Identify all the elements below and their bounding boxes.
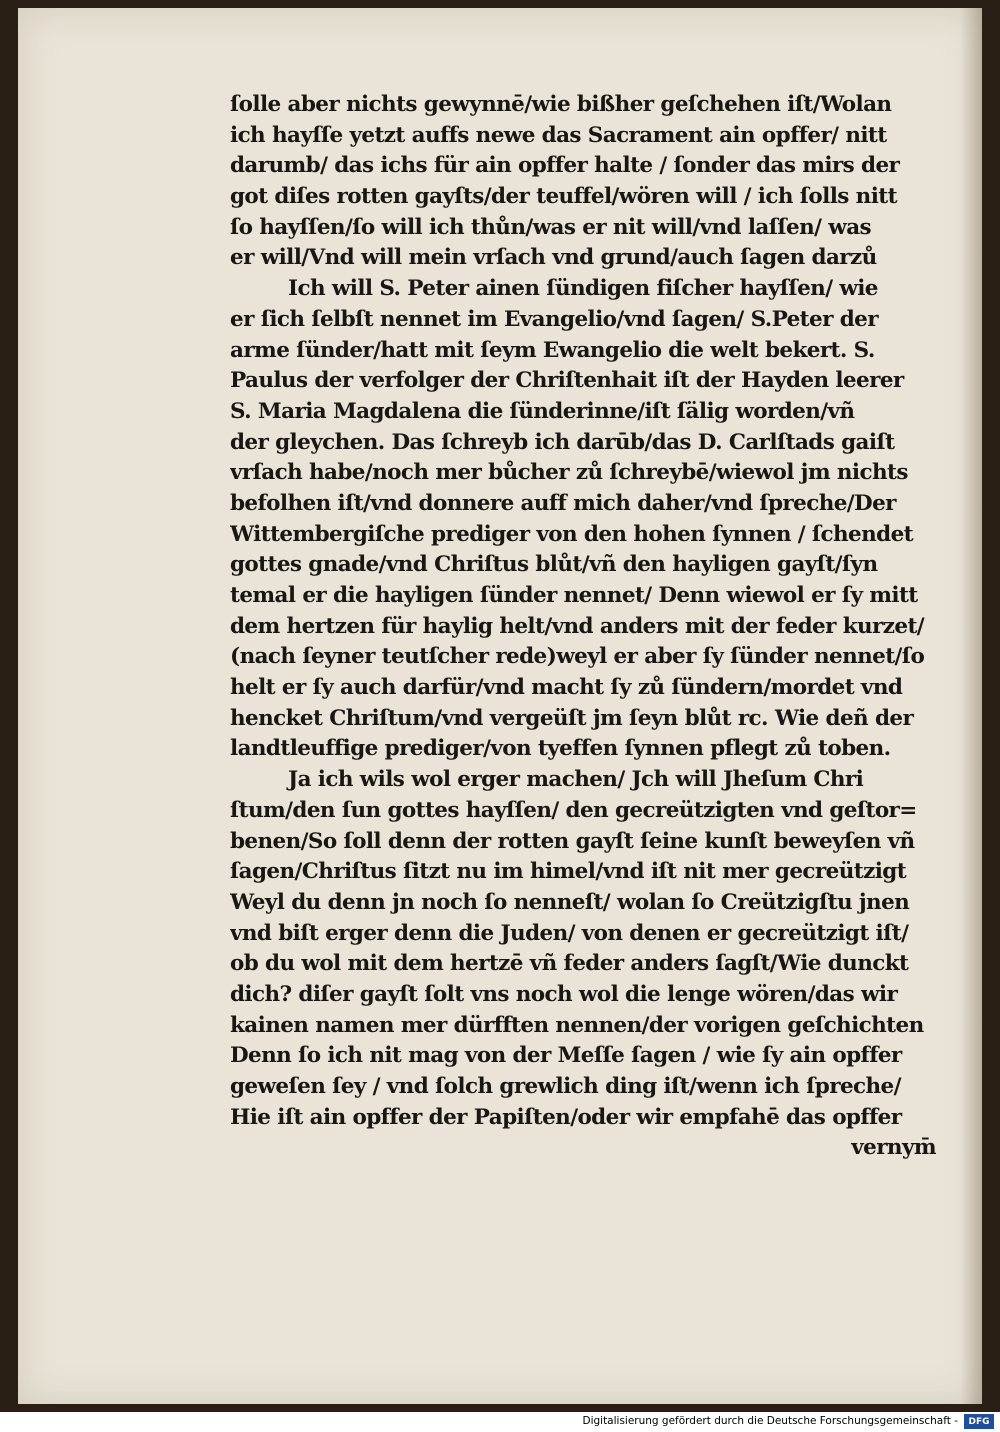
body-text (230, 90, 936, 1164)
text-line-content: ſtum/den ſun gottes hayſſen/ den gecreützigten vnd geſtor= (230, 797, 917, 823)
text-line (230, 888, 936, 919)
text-line (230, 243, 936, 274)
text-line (230, 458, 936, 489)
text-line-content: ſagen/Chriſtus ſitzt nu im himel/vnd iſt nit mer gecreützigt (230, 859, 907, 885)
text-line (230, 489, 936, 520)
text-line-content: landtleuffige prediger/von tyeffen ſynnen pflegt zů toben. (230, 736, 891, 762)
text-line-content: geweſen ſey / vnd ſolch grewlich ding iſt/wenn ich ſpreche/ (230, 1074, 901, 1099)
text-line (230, 796, 936, 827)
text-line (230, 612, 936, 643)
text-line (230, 1103, 936, 1134)
text-line-content: gottes gnade/vnd Chriſtus blůt/vñ den hayligen gayſt/ſyn (230, 552, 878, 578)
text-line-content: befolhen iſt/vnd donnere auff mich daher/vnd ſpreche/Der (230, 490, 896, 516)
text-line-content: benen/So ſoll denn der rotten gayſt ſeine kunſt beweyſen vñ (230, 828, 915, 854)
text-line-content: ob du wol mit dem hertzē vñ feder anders ſagſt/Wie dunckt (230, 951, 909, 977)
text-line-content: darumb/ das ichs für ain opffer halte / ſonder das mirs der (230, 153, 900, 179)
text-line (230, 305, 936, 336)
dfg-logo: DFG (964, 1414, 994, 1429)
text-line-content: ich hayſſe yetzt auffs newe das Sacrament ain opffer/ nitt (230, 122, 887, 148)
text-line (230, 90, 936, 121)
text-line-content: S. Maria Magdalena die ſünderinne/iſt ſälig worden/vñ (230, 398, 855, 424)
text-line-content: Weyl du denn jn noch ſo nenneſt/ wolan ſo Creützigſtu jnen (230, 889, 910, 915)
text-line-content: Paulus der verfolger der Chriſtenhait iſt der Hayden leerer (230, 368, 904, 394)
text-line-content: Ja ich wils wol erger machen/ Jch will Jheſum Chri (288, 767, 864, 793)
text-line (230, 734, 936, 765)
footer (0, 1412, 1000, 1432)
text-line-content: Hie iſt ain opffer der Papiſten/oder wir empfahē das opffer (230, 1104, 902, 1130)
text-line-content: got diſes rotten gayſts/der teuffel/wören will / ich ſolls nitt (230, 184, 897, 210)
text-line-content: ſolle aber nichts gewynnē/wie bißher geſchehen iſt/Wolan (230, 92, 892, 117)
text-line (230, 642, 936, 673)
text-line (230, 366, 936, 397)
text-line (230, 428, 936, 459)
text-line (230, 274, 936, 305)
text-line-content: Wittembergiſche prediger von den hohen ſynnen / ſchendet (230, 521, 914, 547)
book-page (18, 8, 982, 1404)
text-line-content: Denn ſo ich nit mag von der Meſſe ſagen / wie ſy ain opffer (230, 1043, 902, 1069)
text-line (230, 857, 936, 888)
text-line-content: Ich will S. Peter ainen ſündigen fiſcher hayſſen/ wie (288, 276, 878, 302)
text-line-content: dich? diſer gayſt ſolt vns noch wol die lenge wören/das wir (230, 981, 898, 1007)
text-line (230, 121, 936, 152)
text-line (230, 704, 936, 735)
text-line-content: der gleychen. Das ſchreyb ich darūb/das D. Carlſtads gaiſt (230, 429, 895, 455)
text-line-content: helt er ſy auch darfür/vnd macht ſy zů ſündern/mordet vnd (230, 675, 903, 701)
text-line (230, 949, 936, 980)
text-line (230, 151, 936, 182)
text-line-content: vernym̄ (851, 1135, 936, 1161)
text-line-content: dem hertzen für haylig helt/vnd anders mit der feder kurzet/ (230, 613, 925, 639)
text-line-content: er ſich ſelbſt nennet im Evangelio/vnd ſagen/ S.Peter der (230, 306, 878, 332)
text-line-content: er will/Vnd will mein vrſach vnd grund/auch ſagen darzů (230, 245, 877, 271)
text-line (230, 673, 936, 704)
text-line (230, 581, 936, 612)
text-line (230, 397, 936, 428)
text-line-content: vnd biſt erger denn die Juden/ von denen er gecreützigt iſt/ (230, 920, 909, 946)
text-line (230, 182, 936, 213)
text-line-content: (nach ſeyner teutſcher rede)weyl er aber ſy ſünder nennet/ſo (230, 644, 925, 670)
text-line (230, 336, 936, 367)
text-line (230, 919, 936, 950)
text-line (230, 1072, 936, 1103)
text-line (230, 980, 936, 1011)
catchword (230, 1133, 936, 1164)
text-line-content: arme ſünder/hatt mit ſeym Ewangelio die welt bekert. S. (230, 337, 875, 363)
text-line-content: vrſach habe/noch mer bůcher zů ſchreybē/wiewol jm nichts (230, 460, 908, 486)
text-line-content: temal er die hayligen ſünder nennet/ Denn wiewol er ſy mitt (230, 583, 918, 608)
text-line (230, 1041, 936, 1072)
text-line (230, 827, 936, 858)
text-line-content: ſo hayſſen/ſo will ich thůn/was er nit will/vnd laſſen/ was (230, 214, 872, 240)
text-line (230, 520, 936, 551)
text-line-content: hencket Chriſtum/vnd vergeüſt jm ſeyn blůt rc. Wie deñ der (230, 705, 914, 731)
text-line (230, 213, 936, 244)
text-line (230, 765, 936, 796)
text-line (230, 1011, 936, 1042)
text-line (230, 550, 936, 581)
text-line-content: kainen namen mer dürfften nennen/der vorigen geſchichten (230, 1012, 924, 1038)
funding-credit: Digitalisierung gefördert durch die Deutsche Forschungsgemeinschaft - (582, 1415, 958, 1427)
page-edge-shadow (960, 8, 982, 1404)
